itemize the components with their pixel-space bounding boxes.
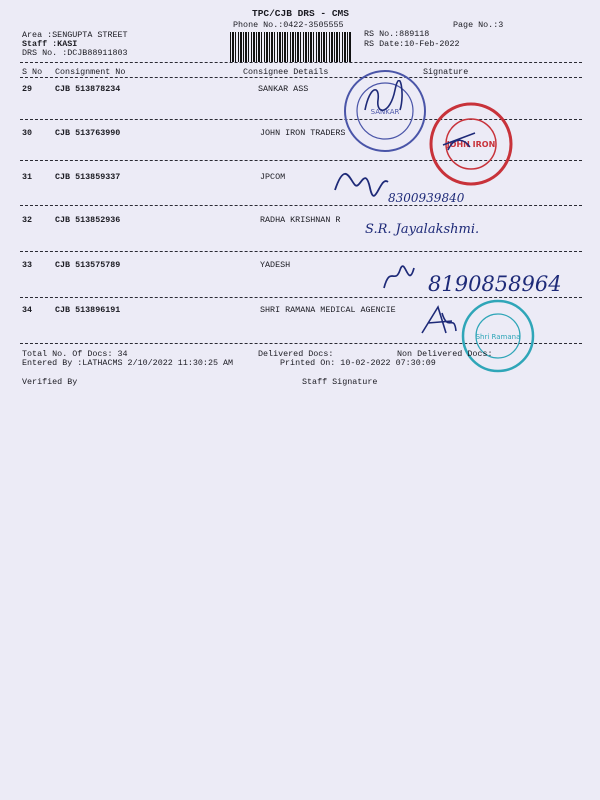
handwritten-phone-33: 8190858964: [428, 272, 562, 296]
phone-number: Phone No.:0422-3505555: [233, 20, 344, 30]
rs-date: RS Date:10-Feb-2022: [364, 39, 460, 49]
handwritten-name-32: S.R. Jayalakshmi.: [365, 222, 480, 237]
row-29-consignment: CJB 513878234: [55, 84, 121, 94]
barcode: [230, 32, 352, 62]
signature-29: [360, 80, 410, 120]
delivered-docs: Delivered Docs:: [258, 349, 334, 359]
row-32-consignee: RADHA KRISHNAN R: [260, 215, 341, 225]
area-label: Area :SENGUPTA STREET: [22, 30, 128, 40]
signature-30: [440, 125, 480, 155]
row-29-consignee: SANKAR ASS: [258, 84, 309, 94]
non-delivered-docs: Non Delivered Docs:: [397, 349, 493, 359]
column-header-consignment: Consignment No: [55, 67, 126, 77]
row-33-consignment: CJB 513575789: [55, 260, 121, 270]
row-32-consignment: CJB 513852936: [55, 215, 121, 225]
rs-number: RS No.:889118: [364, 29, 430, 39]
row-31-sno: 31: [22, 172, 33, 182]
row-30-sno: 30: [22, 128, 33, 138]
row-30-consignment: CJB 513763990: [55, 128, 121, 138]
row-33-sno: 33: [22, 260, 33, 270]
signature-33: [380, 260, 420, 296]
row-30-consignee: JOHN IRON TRADERS: [260, 128, 346, 138]
verified-by: Verified By: [22, 377, 78, 387]
column-header-consignee: Consignee Details: [243, 67, 329, 77]
header-divider-top: [20, 62, 582, 63]
svg-text:JOHN IRON: JOHN IRON: [446, 140, 496, 149]
shri-ramana-stamp: [448, 298, 546, 380]
signature-31: [330, 160, 390, 200]
row-32-sno: 32: [22, 215, 33, 225]
drs-number: DRS No. :DCJB88911803: [22, 48, 128, 58]
row-33-consignee: YADESH: [260, 260, 291, 270]
row-31-consignment: CJB 513859337: [55, 172, 121, 182]
svg-text:SANKAR: SANKAR: [370, 108, 400, 116]
signature-34: [418, 303, 458, 339]
total-docs: Total No. Of Docs: 34: [22, 349, 128, 359]
handwritten-phone-31: 8300939840: [388, 191, 465, 205]
row-divider: [20, 251, 582, 252]
entered-by: Entered By :LATHACMS 2/10/2022 11:30:25 AM: [22, 358, 234, 368]
row-29-sno: 29: [22, 84, 33, 94]
svg-text:Shri Ramana: Shri Ramana: [475, 333, 521, 341]
row-34-consignment: CJB 513896191: [55, 305, 121, 315]
row-31-consignee: JPCOM: [260, 172, 286, 182]
printed-on: Printed On: 10-02-2022 07:30:09: [280, 358, 436, 368]
row-34-consignee: SHRI RAMANA MEDICAL AGENCIE: [260, 305, 396, 315]
header-divider-bottom: [20, 77, 582, 78]
staff-label: Staff :KASI: [22, 39, 78, 49]
row-divider: [20, 205, 582, 206]
row-34-sno: 34: [22, 305, 33, 315]
document-title: TPC/CJB DRS - CMS: [252, 8, 349, 19]
column-header-sno: S No: [22, 67, 43, 77]
page-number: Page No.:3: [453, 20, 504, 30]
staff-signature: Staff Signature: [302, 377, 378, 387]
column-header-signature: Signature: [423, 67, 469, 77]
